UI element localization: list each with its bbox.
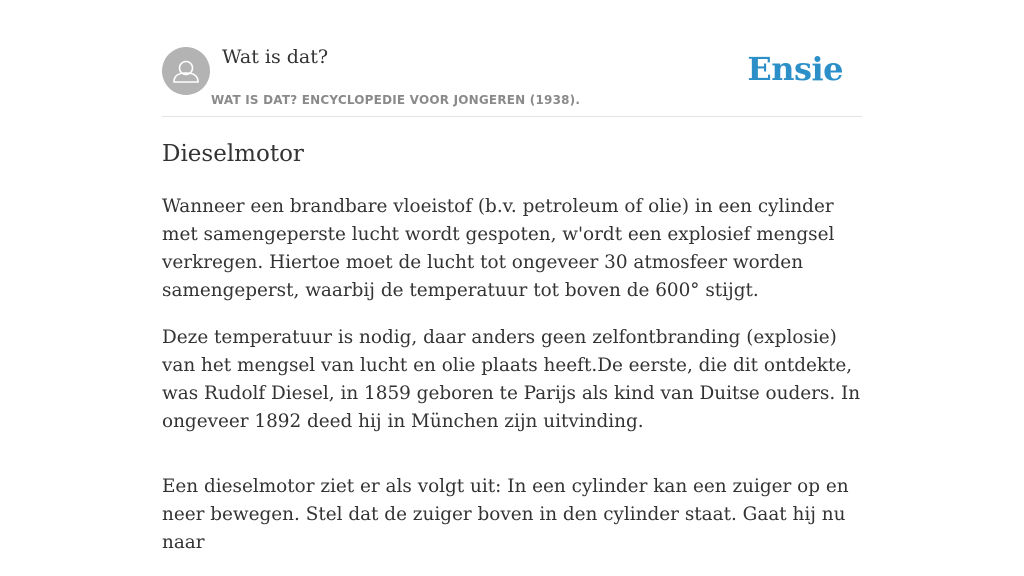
article-paragraph: Deze temperatuur is nodig, daar anders geen zelfontbranding (explosie) van het mengsel van lucht en olie plaats heeft.De eerste, die dit ontdekte, was Rudolf Diesel, in 1859 geboren te Parijs als kind van Duitse ouders. In ongeveer 1892 deed hij in München zijn uitvinding.: [162, 327, 861, 432]
source-title[interactable]: Wat is dat?: [222, 46, 329, 68]
brand-logo[interactable]: Ensie: [747, 50, 843, 88]
article-paragraph: Wanneer een brandbare vloeistof (b.v. petroleum of olie) in een cylinder met samengeperste lucht wordt gespoten, w'ordt een explosief mengsel verkregen. Hiertoe moet de lucht tot ongeveer 30 atmosfeer worden samengeperst, waarbij de temperatuur tot boven de 600° stijgt.: [162, 196, 835, 301]
article-title: Dieselmotor: [162, 141, 304, 167]
source-subtitle: WAT IS DAT? ENCYCLOPEDIE VOOR JONGEREN (1938).: [211, 93, 581, 107]
article-paragraph: Een dieselmotor ziet er als volgt uit: In een cylinder kan een zuiger op en neer bewegen. Stel dat de zuiger boven in den cylinder staat. Gaat hij nu naar: [162, 476, 849, 553]
source-header: [162, 0, 862, 117]
user-silhouette-icon: [162, 47, 210, 95]
user-icon[interactable]: [162, 47, 210, 95]
article: [162, 137, 862, 576]
